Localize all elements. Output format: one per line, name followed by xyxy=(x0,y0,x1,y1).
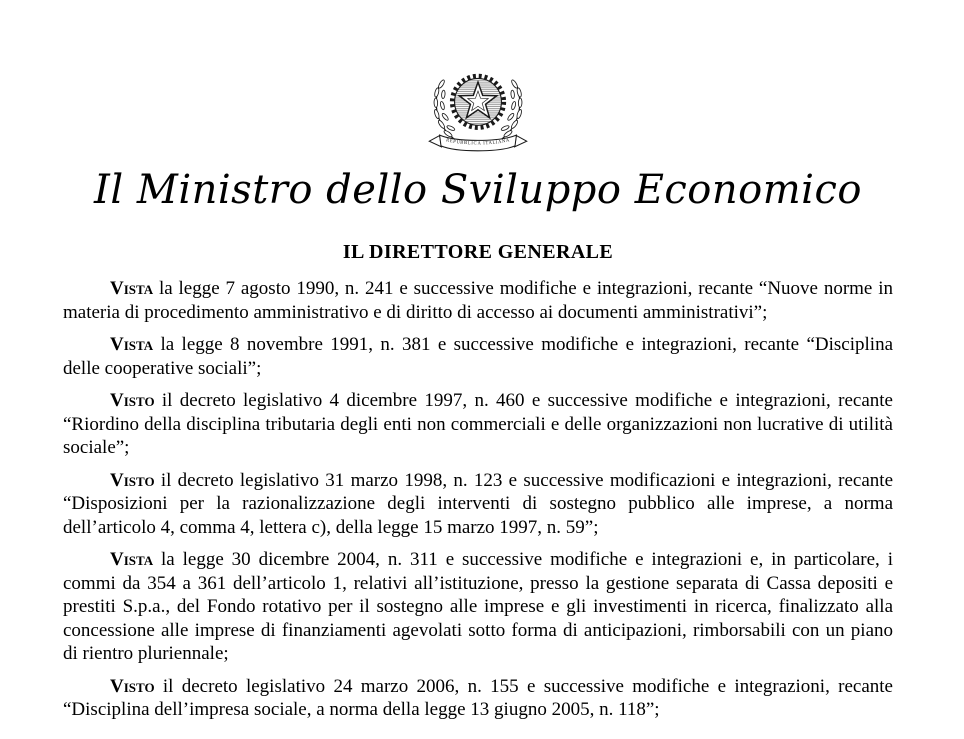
recital-paragraph xyxy=(63,389,893,460)
recital-lead: Vista xyxy=(110,549,154,570)
recital-lead: Visto xyxy=(110,469,155,491)
recital-paragraph xyxy=(63,548,893,666)
recital-text: il decreto legislativo 4 dicembre 1997, n. 460 e successive modifiche e integrazioni, recante “Riordino della disciplina tributaria degli enti non commerciali e delle organizzazioni non lucrative di utilità sociale”; xyxy=(63,390,893,458)
recital-text: la legge 8 novembre 1991, n. 381 e successive modifiche e integrazioni, recante “Disciplina delle cooperative sociali”; xyxy=(63,334,893,379)
emblem-olive-branch-icon xyxy=(434,79,456,139)
recital-paragraph xyxy=(63,277,893,324)
recital-paragraph xyxy=(63,333,893,380)
emblem-ribbon xyxy=(429,135,526,151)
recital-paragraph xyxy=(63,469,893,540)
recital-lead: Vista xyxy=(110,278,154,299)
recital-lead: Vista xyxy=(110,334,154,355)
document-body xyxy=(63,277,893,722)
letterhead-script-title: Il Ministro dello Sviluppo Economico xyxy=(94,167,862,213)
emblem-container xyxy=(63,55,893,159)
document-heading: IL DIRETTORE GENERALE xyxy=(342,241,614,263)
recital-text: il decreto legislativo 31 marzo 1998, n. 123 e successive modificazioni e integrazioni, recante “Disposizioni per la razionalizzazione degli interventi di sostegno pubblico alle imprese, a norma dell’articolo 4, comma 4, lettera c), della legge 15 marzo 1997, n. 59”; xyxy=(63,469,893,538)
recital-text: la legge 30 dicembre 2004, n. 311 e successive modifiche e integrazioni e, in particolare, i commi da 354 a 361 dell’articolo 1, relativi all’istituzione, presso la gestione separata di Cassa depositi e prestiti S.p.a., del Fondo rotativo per il sostegno alle imprese e gli investimenti in ricerca, finalizzato alla concessione alle imprese di finanziamenti agevolati sotto forma di anticipazioni, rimborsabili con un piano di rientro pluriennale; xyxy=(63,549,893,664)
italian-republic-emblem xyxy=(417,55,539,159)
recital-text: la legge 7 agosto 1990, n. 241 e successive modifiche e integrazioni, recante “Nuove norme in materia di procedimento amministrativo e di diritto di accesso ai documenti amministrativi”; xyxy=(63,278,893,323)
recital-lead: Visto xyxy=(110,390,155,411)
emblem-banner-text: REPUBBLICA ITALIANA xyxy=(445,138,511,147)
recital-paragraph xyxy=(63,675,893,722)
recital-text: il decreto legislativo 24 marzo 2006, n. 155 e successive modifiche e integrazioni, recante “Disciplina dell’impresa sociale, a norma della legge 13 giugno 2005, n. 118”; xyxy=(63,675,893,720)
recital-lead: Visto xyxy=(110,675,155,697)
